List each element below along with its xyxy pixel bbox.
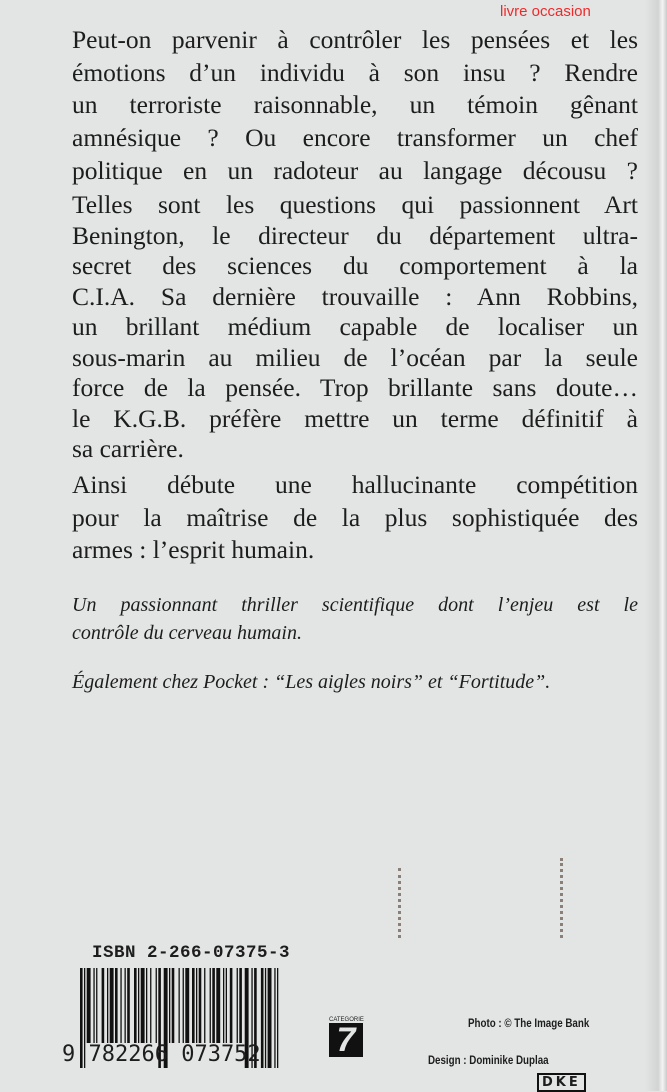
text-line: Également chez Pocket : “Les aigles noirs” et “Fortitude”. bbox=[72, 671, 551, 693]
barcode-bar bbox=[107, 968, 108, 1043]
text-line: Ainsi débute une hallucinante compétition bbox=[72, 470, 638, 499]
barcode-bar bbox=[179, 968, 180, 1043]
barcode-bar bbox=[183, 968, 184, 1043]
barcode-bar bbox=[237, 968, 238, 1043]
text-line: le K.G.B. préfère mettre un terme définitif à bbox=[72, 403, 638, 433]
paragraph-1 bbox=[72, 24, 638, 187]
barcode-bar bbox=[226, 968, 227, 1043]
text-line: pour la maîtrise de la plus sophistiquée des bbox=[72, 502, 638, 532]
text-line: C.I.A. Sa dernière trouvaille : Ann Robbins, bbox=[72, 281, 638, 311]
barcode-digits: 9 782266 073752 bbox=[62, 1042, 261, 1067]
barcode-bar bbox=[138, 968, 139, 1043]
paragraph-2 bbox=[72, 190, 638, 465]
barcode-bar bbox=[274, 968, 275, 1068]
barcode-bar bbox=[125, 968, 126, 1043]
barcode-bar bbox=[150, 968, 151, 1043]
barcode-bar bbox=[192, 968, 195, 1043]
text-line: Benington, le directeur du département ultra- bbox=[72, 220, 638, 250]
barcode-bar bbox=[277, 968, 278, 1068]
barcode-bar bbox=[199, 968, 202, 1043]
category-number: 7 bbox=[329, 1023, 363, 1057]
text-line: Peut-on parvenir à contrôler les pensées et les bbox=[72, 25, 638, 54]
barcode-bar bbox=[134, 968, 137, 1043]
barcode-bar bbox=[265, 968, 266, 1068]
text-line: politique en un radoteur au langage décousu ? bbox=[72, 155, 638, 185]
paragraph-3 bbox=[72, 469, 638, 567]
barcode-bar bbox=[268, 968, 272, 1068]
text-line: sous-marin au milieu de l’océan par la seule bbox=[72, 342, 638, 372]
text-line: un terroriste raisonnable, un témoin gênant bbox=[72, 90, 638, 120]
barcode-bar bbox=[230, 968, 233, 1043]
barcode-bar bbox=[169, 968, 170, 1043]
barcode-bar bbox=[102, 968, 105, 1043]
text-line: secret des sciences du comportement à la bbox=[72, 251, 638, 280]
barcode-bar bbox=[239, 968, 242, 1043]
text-line: Telles sont les questions qui passionnent Art bbox=[72, 190, 638, 219]
publisher-logo: DKE bbox=[537, 1073, 586, 1092]
barcode-bar bbox=[261, 968, 264, 1068]
barcode-bar bbox=[212, 968, 215, 1043]
barcode-bar bbox=[196, 968, 197, 1043]
category-label: CATEGORIE bbox=[329, 1017, 364, 1023]
isbn: ISBN 2-266-07375-3 bbox=[92, 943, 291, 963]
barcode-bar bbox=[210, 968, 211, 1043]
barcode-bar bbox=[216, 968, 220, 1043]
barcode-bar bbox=[146, 968, 147, 1043]
text-line: contrôle du cerveau humain. bbox=[72, 622, 302, 644]
cover-edge bbox=[645, 0, 667, 1091]
barcode-bar bbox=[156, 968, 157, 1043]
watermark: livre occasion bbox=[500, 3, 591, 20]
barcode-bar bbox=[110, 968, 114, 1043]
text-line: Un passionnant thriller scientifique dont l’enjeu est le bbox=[72, 594, 638, 616]
category-badge bbox=[329, 1017, 363, 1057]
text-line: émotions d’un individu à son insu ? Rendre bbox=[72, 57, 638, 87]
barcode-bar bbox=[93, 968, 94, 1043]
text-line: sa carrière. bbox=[72, 434, 184, 463]
tagline bbox=[72, 591, 638, 647]
text-line: amnésique ? Ou encore transformer un chef bbox=[72, 123, 638, 153]
design-credit: Design : Dominike Duplaa bbox=[428, 1055, 549, 1067]
text-line: force de la pensée. Trop brillante sans doute… bbox=[72, 373, 638, 402]
barcode-bar bbox=[96, 968, 97, 1043]
barcode-bar bbox=[120, 968, 121, 1043]
cover-damage bbox=[398, 868, 413, 938]
also-by-author bbox=[72, 668, 638, 696]
barcode-bar bbox=[141, 968, 145, 1043]
barcode-bar bbox=[204, 968, 205, 1043]
barcode-bar bbox=[127, 968, 130, 1043]
barcode-bar bbox=[223, 968, 224, 1043]
cover-damage bbox=[560, 858, 575, 938]
text-line: armes : l’esprit humain. bbox=[72, 535, 315, 565]
photo-credit: Photo : © The Image Bank bbox=[468, 1018, 590, 1030]
barcode-bar bbox=[185, 968, 189, 1043]
barcode-bar bbox=[87, 968, 91, 1043]
text-line: un brillant médium capable de localiser un bbox=[72, 312, 638, 341]
barcode-bar bbox=[172, 968, 175, 1043]
barcode-bar bbox=[115, 968, 118, 1043]
